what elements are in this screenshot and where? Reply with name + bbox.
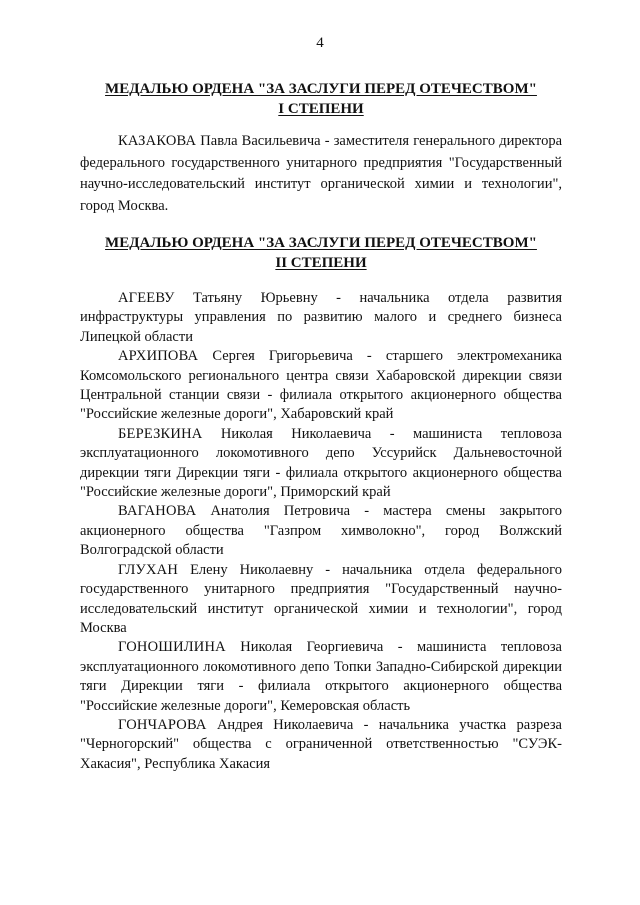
section-heading-first-degree bbox=[80, 79, 562, 119]
entry-text: Николая Николаевича - машиниста тепловоза эксплуатационного локомотивного депо Уссурийск Дальневосточной дирекции тяги Дирекции тяги - филиала открытого акционерного общества "Российские железные дороги", Приморский край bbox=[80, 425, 562, 501]
entry-surname: БЕРЕЗКИНА bbox=[118, 425, 203, 442]
award-entry bbox=[80, 561, 562, 639]
entry-text: Андрея Николаевича - начальника участка разреза "Черногорский" общества с ограниченной ответственностью "СУЭК-Хакасия", Республика Хакасия bbox=[80, 716, 562, 772]
section-body-first-degree bbox=[80, 131, 562, 217]
entry-text: Сергея Григорьевича - старшего электромеханика Комсомольского регионального центра связи Хабаровской дирекции связи Центральной станции связи - филиала открытого акционерного общества "Российские железные дороги", Хабаровский край bbox=[80, 348, 562, 423]
section-heading-line: МЕДАЛЬЮ ОРДЕНА "ЗА ЗАСЛУГИ ПЕРЕД ОТЕЧЕСТВОМ" bbox=[105, 235, 537, 251]
entry-surname: ГОНОШИЛИНА bbox=[118, 639, 226, 656]
section-heading-second-degree bbox=[80, 233, 562, 273]
section-body-second-degree bbox=[80, 289, 562, 774]
entry-surname: ГЛУХАН bbox=[118, 561, 179, 578]
entry-surname: АГЕЕВУ bbox=[118, 290, 175, 306]
entry-surname: ВАГАНОВА bbox=[118, 503, 197, 520]
award-entry bbox=[80, 638, 562, 716]
entry-text: Николая Георгиевича - машиниста тепловоза эксплуатационного локомотивного депо Топки Западно-Сибирской дирекции тяги Дирекции тяги - филиала открытого акционерного общества "Российские железные дороги", Кемеровская область bbox=[80, 639, 562, 714]
entry-text: Анатолия Петровича - мастера смены закрытого акционерного общества "Газпром химволокно", город Волжский Волгоградской области bbox=[80, 503, 562, 559]
section-heading-degree: II СТЕПЕНИ bbox=[275, 255, 367, 271]
page-number: 4 bbox=[316, 35, 324, 51]
entry-text: Елену Николаевну - начальника отдела федерального государственного унитарного предприятия "Государственный научно-исследовательский институт органической химии и технологии", город Москва bbox=[80, 561, 562, 636]
entry-surname: КАЗАКОВА bbox=[118, 133, 197, 149]
section-heading-degree: I СТЕПЕНИ bbox=[278, 101, 364, 117]
entry-text: Павла Васильевича - заместителя генерального директора федерального государственного унитарного предприятия "Государственный научно-исследовательский институт органической химии и технологии", город Москва. bbox=[80, 133, 562, 214]
award-entry bbox=[80, 289, 562, 347]
award-entry bbox=[80, 502, 562, 560]
entry-text: Татьяну Юрьевну - начальника отдела развития инфраструктуры управления по развитию малого и среднего бизнеса Липецкой области bbox=[80, 290, 562, 345]
award-entry bbox=[80, 425, 562, 503]
award-entry bbox=[80, 716, 562, 774]
entry-surname: АРХИПОВА bbox=[118, 348, 199, 365]
award-entry bbox=[80, 347, 562, 425]
section-heading-line: МЕДАЛЬЮ ОРДЕНА "ЗА ЗАСЛУГИ ПЕРЕД ОТЕЧЕСТВОМ" bbox=[105, 81, 537, 97]
award-entry bbox=[80, 131, 562, 217]
entry-surname: ГОНЧАРОВА bbox=[118, 716, 207, 733]
